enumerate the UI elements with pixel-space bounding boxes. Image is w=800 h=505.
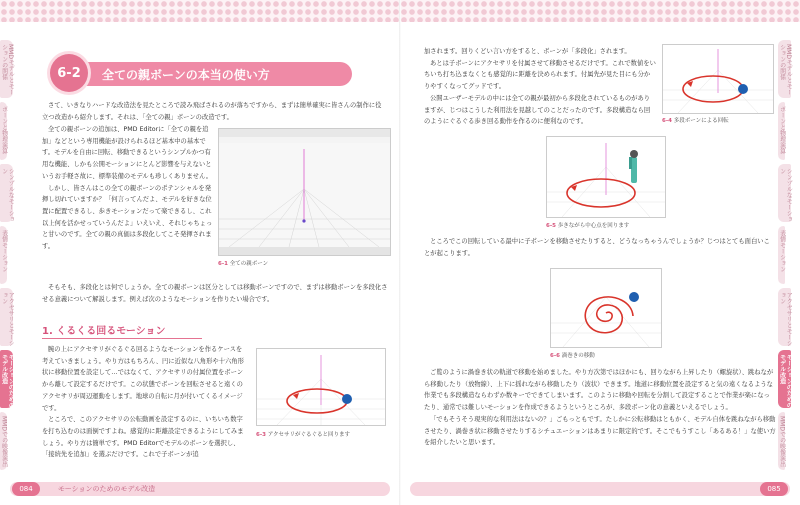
multistage-intro: そもそも、多段化とは何でしょうか。全ての親ボーンは区分としては移動ボーンですので、まずは移動ボーンを多段化させる意義について解説します。例えば次のようなモーションを作りたい場合です。 (42, 284, 388, 303)
chapter-tab-5[interactable]: アクセサリとモーション (0, 288, 13, 346)
left-page-number: 084 (12, 482, 40, 496)
right-footer-band (410, 482, 790, 496)
figure-6-3-caption: 6-3 アクセサリがぐるぐると回ります (256, 432, 351, 438)
intro-paragraph: さて、いきなりハードな改造法を見たところで読み飛ばされるのが落ちですから、まずは簡単確実に皆さんの制作に役立つ改造から紹介します。それは、「全ての親」ボーンの改造です。 (42, 102, 382, 121)
chapter-tab-4[interactable]: 表情モーション (0, 226, 7, 284)
body-column-left-2: 腕の上にアクセサリがぐるぐる回るようなモーションを作るケースを考えていきましょう。やり方はもちろん、円に近似な八角形や十六角形状に移動位置を設定して…ではなくて、アクセサリの付属位置をボーンから離して設定するだけです。この状態でボーンを回転させると遠くのアクセサリが周辺運動をします。地球の自転に月が付いてくるイメージです。 ところで、このアクセサリの公転動画を設定するのに、いちいち数字を打ち込むのは面倒ですよね。感覚的に距離設定できるようにしてみましょう。やり方は簡単です。PMD Editorでモデルのボーンを選択し、「接続先を追加」を選ぶだけです。これで子ボーンが追 (42, 346, 244, 459)
left-chapter-tabs (0, 40, 22, 474)
chapter-tab-7[interactable]: MMDでの映像演出 (778, 412, 785, 470)
section-header (42, 54, 390, 94)
right-body-middle: ところでこの回転している最中に子ボーンを移動させたりすると、どうなっちゃうんでしょうか？じつはとても面白いことが起こります。 (424, 238, 770, 257)
subsection-underline (42, 338, 202, 339)
section-title: 全ての親ボーンの本当の使い方 (102, 68, 270, 82)
figure-6-5-caption: 6-5 歩きながら中心点を回ります (546, 223, 630, 229)
chapter-tab-6-active[interactable]: モーションのためのモデル改造 (0, 350, 13, 408)
figure-6-1-caption: 6-1 全ての親ボーン (218, 261, 269, 267)
figure-6-6-caption: 6-6 渦巻きの移動 (550, 353, 595, 359)
right-page-number: 085 (760, 482, 788, 496)
figure-6-3-orbit (256, 348, 386, 426)
right-chapter-tabs (778, 40, 800, 474)
chapter-tab-2[interactable]: ボーンと物理演算 (778, 102, 785, 160)
running-title: モーションのためのモデル改造 (58, 485, 156, 493)
pmd-editor-screenshot (219, 129, 390, 255)
figure-6-1-screenshot (218, 128, 391, 256)
subsection-title: 1. くるくる回るモーション (42, 326, 166, 337)
right-body-bottom: ご覧のように渦巻き状の軌道で移動を始めました。やり方次第ではほかにも、回りながら上昇したり（螺旋状）、跳ねながら移動したり（放物線）、上下に揺れながら移動したり（波状）できます。地道に移動位置を設定すると気の遠くなるような作業でも多段構造ならわずか数キーでできてしまいます。このように移動や回転を分割して設定することで作業が楽になったり、通常では難しいモーションを作成できるようというところが、多段ボーン化の意義といえるでしょう。 「でもそうそう現実的な利用法はないの？」ごもっともです。たしかに公転移動はともかく、モデル自体を跳ねながら移動させたり、渦巻き状に移動させたりするシチュエーションはあまりに限定的です。そこでもうすこし「あるある！」な使い方を紹介したいと思います。 (424, 369, 776, 447)
section-number-badge: 6-2 (50, 54, 88, 92)
right-body-top: 加されます。回りくどい言い方をすると、ボーンが「多段化」されます。 あとは子ボーンにアクセサリを付属させて移動させるだけです。これで数値をいちいち打ち込まなくとも感覚的に距離を決められます。付属先が見た目にも分かりやすくなってグッドです。 公開ユーザーモデルの中には全ての親が最初から多段化されているものがありますが、じつはこうした利用法を見越してのことだったのです。多段構造なら回のようにぐるぐる歩き回る動作を作るのに便利なのです。 (424, 48, 656, 126)
chapter-tab-1[interactable]: MMDモデルとモーションの関係 (778, 40, 791, 98)
figure-6-5-walking-orbit (546, 136, 666, 218)
figure-6-4-caption: 6-4 多段ボーンによる回転 (662, 118, 729, 124)
body-column-left: 全ての親ボーンの追加は、PMD Editorに「全ての親を追加」などという専用機能が設けられるほど基本中の基本です。モデルを自由に回転、移動できるというシンプルかつ有用な機能、しかも公開モーションにとんど影響を与えないというお手軽さ故に、標準装備のモデルも珍しくありません。 しかし、皆さんはこの全ての親ボーンのポテンシャルを発揮し切れていますか？「何言ってんだよ、モデルを好きな位置に配置できるし、歩きモーションだって楽できるし、これ以上何を活かせっていうんだよ」いえいえ、それじゃちょっと甘いのです。全ての親の真価は多段化してこそ発揮されます。 (42, 126, 213, 251)
chapter-tab-7[interactable]: MMDでの映像演出 (0, 412, 7, 470)
chapter-tab-5[interactable]: アクセサリとモーション (778, 288, 791, 346)
chapter-tab-6-active[interactable]: モーションのためのモデル改造 (778, 350, 791, 408)
figure-6-6-spiral (550, 268, 662, 348)
chapter-tab-3[interactable]: シンプルなモーション (0, 164, 13, 222)
chapter-tab-2[interactable]: ボーンと物理演算 (0, 102, 7, 160)
page-gutter (399, 0, 401, 505)
chapter-tab-4[interactable]: 表情モーション (778, 226, 785, 284)
figure-6-4-multistage-rotation (662, 44, 774, 114)
chapter-tab-3[interactable]: シンプルなモーション (778, 164, 791, 222)
chapter-tab-1[interactable]: MMDモデルとモーションの関係 (0, 40, 13, 98)
